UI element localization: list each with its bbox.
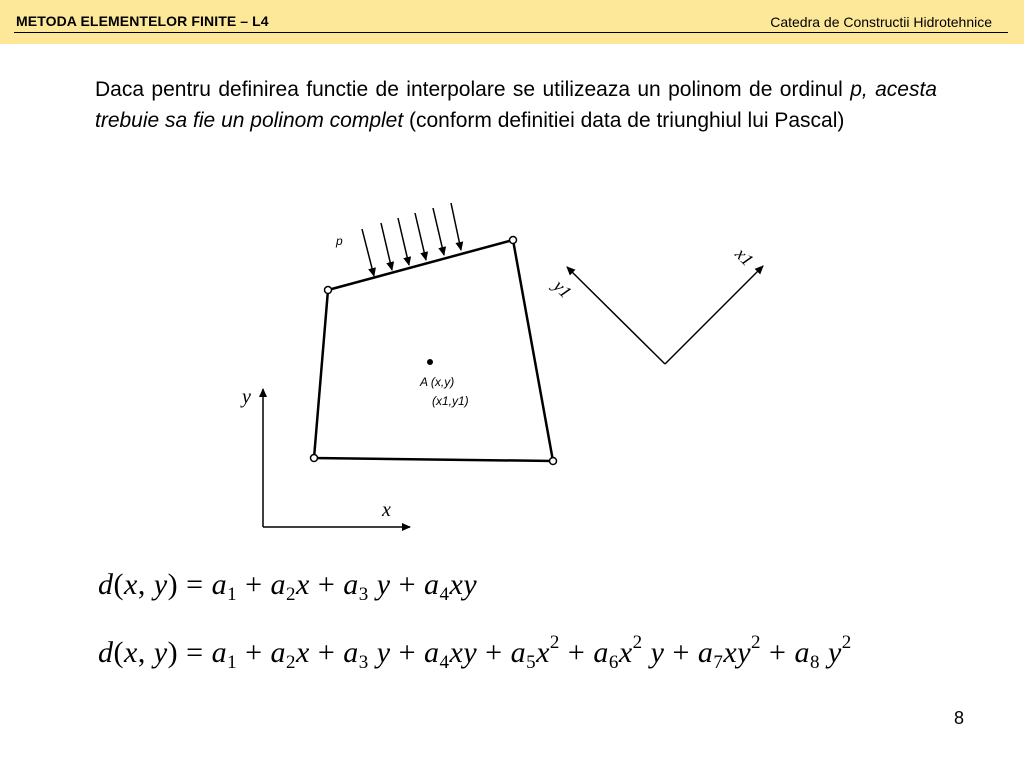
point-a-local-label: (x1,y1): [432, 394, 469, 408]
node-4: [311, 455, 318, 462]
equation-2: d(x, $y) = a_1 + a_2x + a_3$ $y + a_4xy + a_5x^2 + a_6x^2$ $y + a_7xy^2 + a_8$ $y^2$: [98, 632, 852, 673]
header-title: METODA ELEMENTELOR FINITE – L4: [16, 13, 269, 29]
node-3: [550, 458, 557, 465]
header-department: Catedra de Constructii Hidrotehnice: [770, 14, 992, 30]
load-label: p: [336, 234, 343, 248]
point-a: [427, 359, 433, 365]
global-axis-x-label: x: [382, 499, 391, 521]
element-quadrilateral: [314, 240, 553, 461]
body-text-part1: Daca pentru definirea functie de interpolare se utilizeaza un polinom de ordinul: [95, 78, 851, 101]
load-arrows: [362, 203, 461, 276]
global-axis-y-label: y: [242, 386, 251, 408]
point-a-label: A (x,y): [420, 375, 455, 389]
body-text-italic: p, acesta trebuie sa fie un polinom complet: [95, 78, 937, 132]
local-axes: [567, 266, 763, 364]
page-number: 8: [953, 708, 964, 728]
local-axis-y-label: y1: [549, 275, 576, 303]
local-axis-x-label: x1: [731, 243, 758, 270]
node-2: [510, 237, 517, 244]
node-1: [325, 287, 332, 294]
body-text-part2: (conform definitiei data de triunghiul lui Pascal): [403, 109, 845, 132]
equation-1: d(x, $y) = a_1 + a_2x + a_3$ $y + a_4xy$: [98, 568, 478, 605]
